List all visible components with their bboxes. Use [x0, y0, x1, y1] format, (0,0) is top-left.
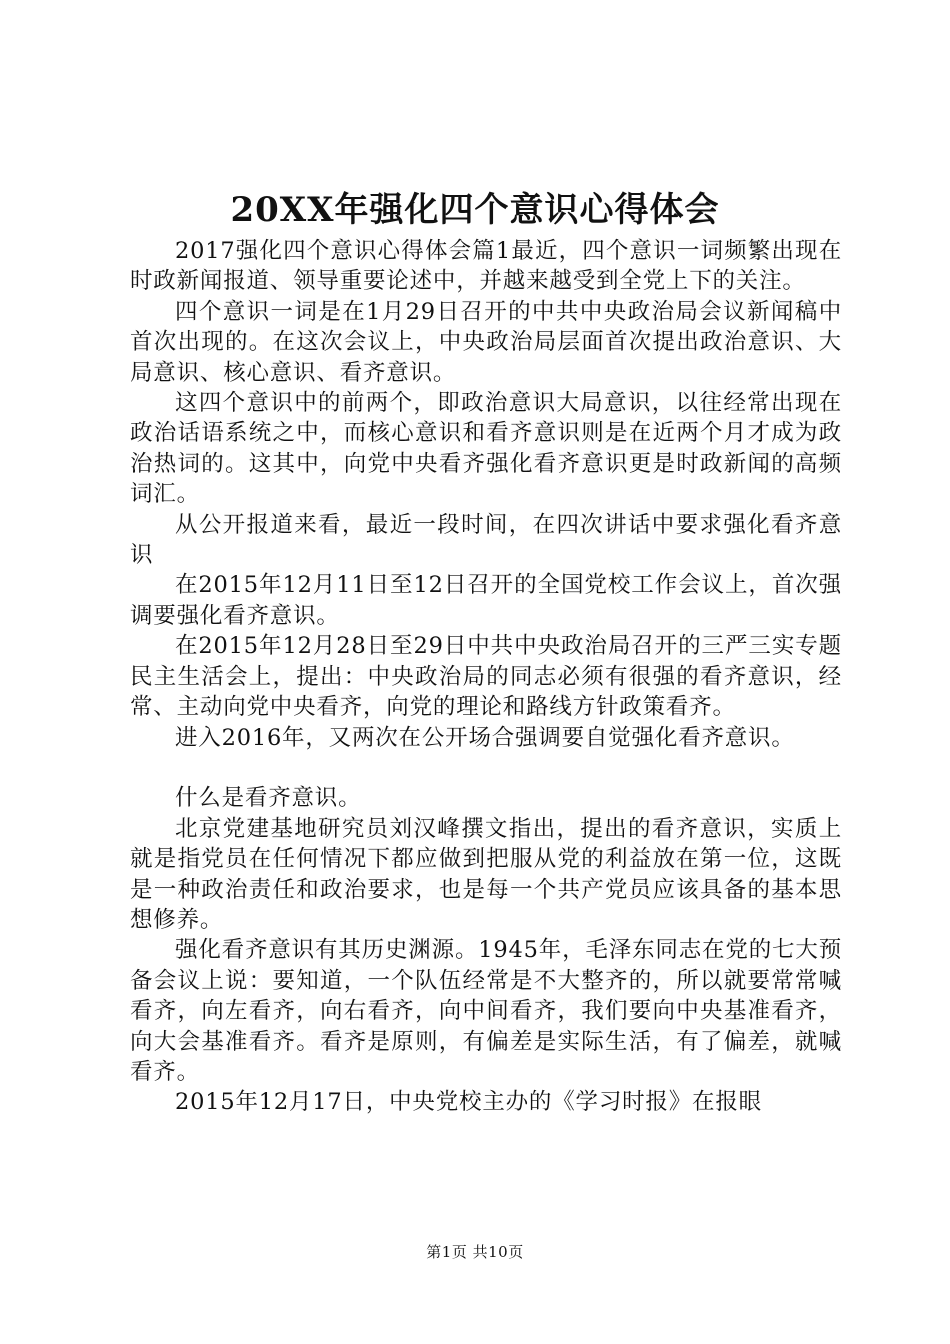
paragraph: 2017强化四个意识心得体会篇1最近，四个意识一词频繁出现在时政新闻报道、领导重要论述中，并越来越受到全党上下的关注。	[130, 238, 842, 295]
blank-line	[130, 753, 842, 783]
document-title: 20XX年强化四个意识心得体会	[230, 190, 720, 230]
paragraph: 在2015年12月28日至29日中共中央政治局召开的三严三实专题民主生活会上，提出：中央政治局的同志必须有很强的看齐意识，经常、主动向党中央看齐，向党的理论和路线方针政策看齐。	[130, 633, 842, 721]
paragraph: 这四个意识中的前两个，即政治意识大局意识，以往经常出现在政治话语系统之中，而核心意识和看齐意识则是在近两个月才成为政治热词的。这其中，向党中央看齐强化看齐意识更是时政新闻的高频词汇。	[130, 390, 842, 508]
paragraph: 2015年12月17日，中央党校主办的《学习时报》在报眼	[175, 1089, 762, 1116]
paragraph: 进入2016年，又两次在公开场合强调要自觉强化看齐意识。	[175, 724, 795, 751]
paragraph: 在2015年12月11日至12日召开的全国党校工作会议上，首次强调要强化看齐意识。	[130, 572, 842, 629]
paragraph: 四个意识一词是在1月29日召开的中共中央政治局会议新闻稿中首次出现的。在这次会议上，中央政治局层面首次提出政治意识、大局意识、核心意识、看齐意识。	[130, 298, 842, 386]
paragraph: 从公开报道来看，最近一段时间，在四次讲话中要求强化看齐意识	[130, 511, 842, 569]
paragraph: 什么是看齐意识。	[175, 785, 362, 812]
paragraph: 强化看齐意识有其历史渊源。1945年，毛泽东同志在党的七大预备会议上说：要知道，一个队伍经常是不大整齐的，所以就要常常喊看齐，向左看齐，向右看齐，向中间看齐，我们要向中央基准看齐，向大会基准看齐。看齐是原则，有偏差是实际生活，有了偏差，就喊看齐。	[130, 937, 842, 1085]
page-footer: 第1页 共10页	[426, 1243, 524, 1261]
paragraph: 北京党建基地研究员刘汉峰撰文指出，提出的看齐意识，实质上就是指党员在任何情况下都应做到把服从党的利益放在第一位，这既是一种政治责任和政治要求，也是每一个共产党员应该具备的基本思想修养。	[130, 815, 842, 933]
document-body	[130, 236, 842, 1118]
